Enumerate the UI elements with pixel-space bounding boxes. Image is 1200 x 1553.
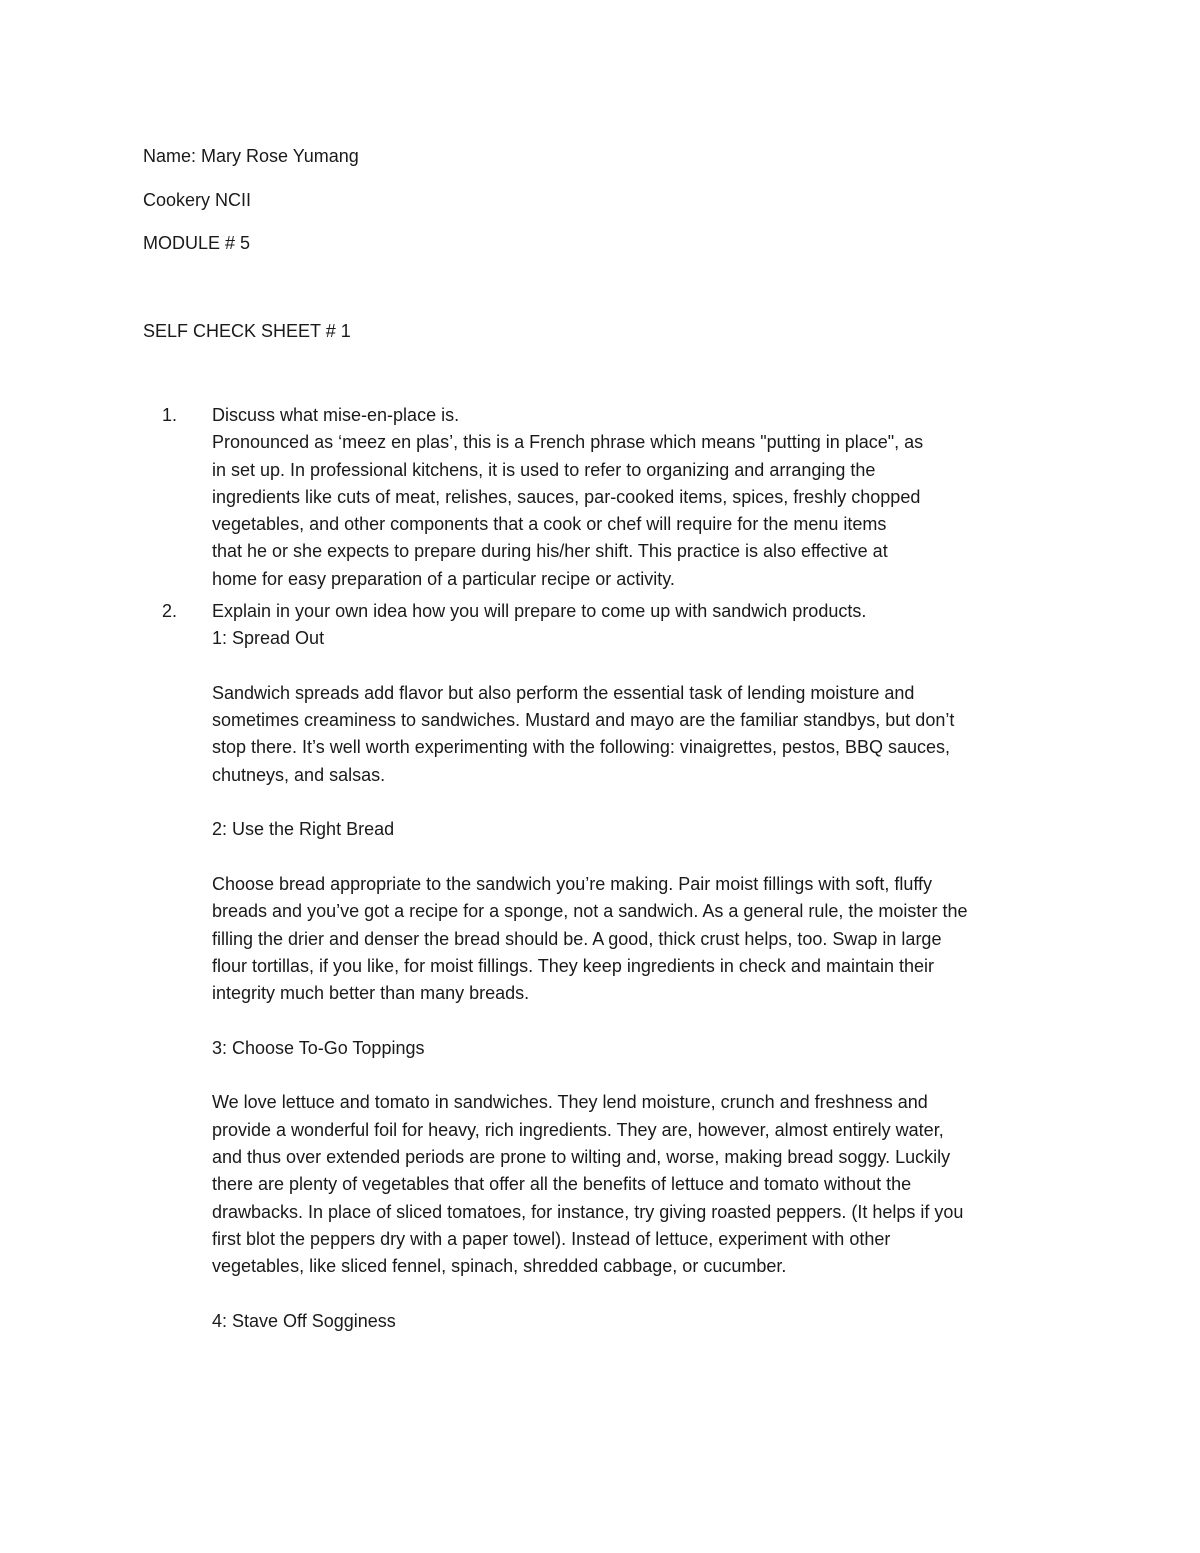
tip-line: stop there. It’s well worth experimenting with the following: vinaigrettes, pestos, BBQ sauces, — [212, 737, 951, 758]
module-number: MODULE # 5 — [143, 233, 251, 253]
question-text: Discuss what mise-en-place is. — [212, 405, 460, 425]
tip-line: integrity much better than many breads. — [212, 983, 530, 1004]
question-number: 2. — [162, 601, 178, 621]
answer-line: that he or she expects to prepare during his/her shift. This practice is also effective at — [212, 541, 888, 562]
tip-line: vegetables, like sliced fennel, spinach, shredded cabbage, or cucumber. — [212, 1256, 787, 1277]
tip-line: Choose bread appropriate to the sandwich you’re making. Pair moist fillings with soft, fluffy — [212, 873, 933, 894]
tip-line: sometimes creaminess to sandwiches. Mustard and mayo are the familiar standbys, but don’t — [212, 710, 955, 731]
tip-heading: 3: Choose To-Go Toppings — [212, 1037, 425, 1058]
question-2 — [162, 598, 1062, 1335]
tip-line: Sandwich spreads add flavor but also perform the essential task of lending moisture and — [212, 682, 915, 703]
tip-line: provide a wonderful foil for heavy, rich ingredients. They are, however, almost entirely water, — [212, 1119, 944, 1140]
student-name: Name: Mary Rose Yumang — [143, 146, 359, 166]
tip-line: and thus over extended periods are prone to wilting and, worse, making bread soggy. Luckily — [212, 1146, 951, 1167]
tip-heading: 2: Use the Right Bread — [212, 819, 395, 840]
question-text: Explain in your own idea how you will prepare to come up with sandwich products. — [212, 601, 867, 621]
tip-line: breads and you’ve got a recipe for a sponge, not a sandwich. As a general rule, the moister the — [212, 901, 968, 922]
answer-line: vegetables, and other components that a cook or chef will require for the menu items — [212, 514, 887, 535]
question-number: 1. — [162, 405, 178, 425]
answer-line: ingredients like cuts of meat, relishes, sauces, par-cooked items, spices, freshly chopped — [212, 486, 921, 507]
tip-line: drawbacks. In place of sliced tomatoes, for instance, try giving roasted peppers. (It helps if you — [212, 1201, 964, 1222]
tip-line: filling the drier and denser the bread should be. A good, thick crust helps, too. Swap in large — [212, 928, 942, 949]
course-name: Cookery NCII — [143, 190, 252, 210]
tip-line: there are plenty of vegetables that offer all the benefits of lettuce and tomato without the — [212, 1174, 912, 1195]
answer-line: Pronounced as ‘meez en plas’, this is a French phrase which means "putting in place", as — [212, 432, 924, 453]
tip-heading: 1: Spread Out — [212, 628, 325, 649]
tip-line: flour tortillas, if you like, for moist fillings. They keep ingredients in check and maintain their — [212, 955, 935, 976]
tip-line: chutneys, and salsas. — [212, 764, 386, 785]
tip-line: We love lettuce and tomato in sandwiches. They lend moisture, crunch and freshness and — [212, 1092, 928, 1113]
sheet-title: SELF CHECK SHEET # 1 — [143, 321, 351, 341]
tip-line: first blot the peppers dry with a paper towel). Instead of lettuce, experiment with other — [212, 1228, 891, 1249]
tip-heading: 4: Stave Off Sogginess — [212, 1310, 396, 1331]
answer-line: home for easy preparation of a particular recipe or activity. — [212, 568, 675, 589]
question-1 — [162, 402, 1062, 593]
answer-line: in set up. In professional kitchens, it is used to refer to organizing and arranging the — [212, 459, 876, 480]
